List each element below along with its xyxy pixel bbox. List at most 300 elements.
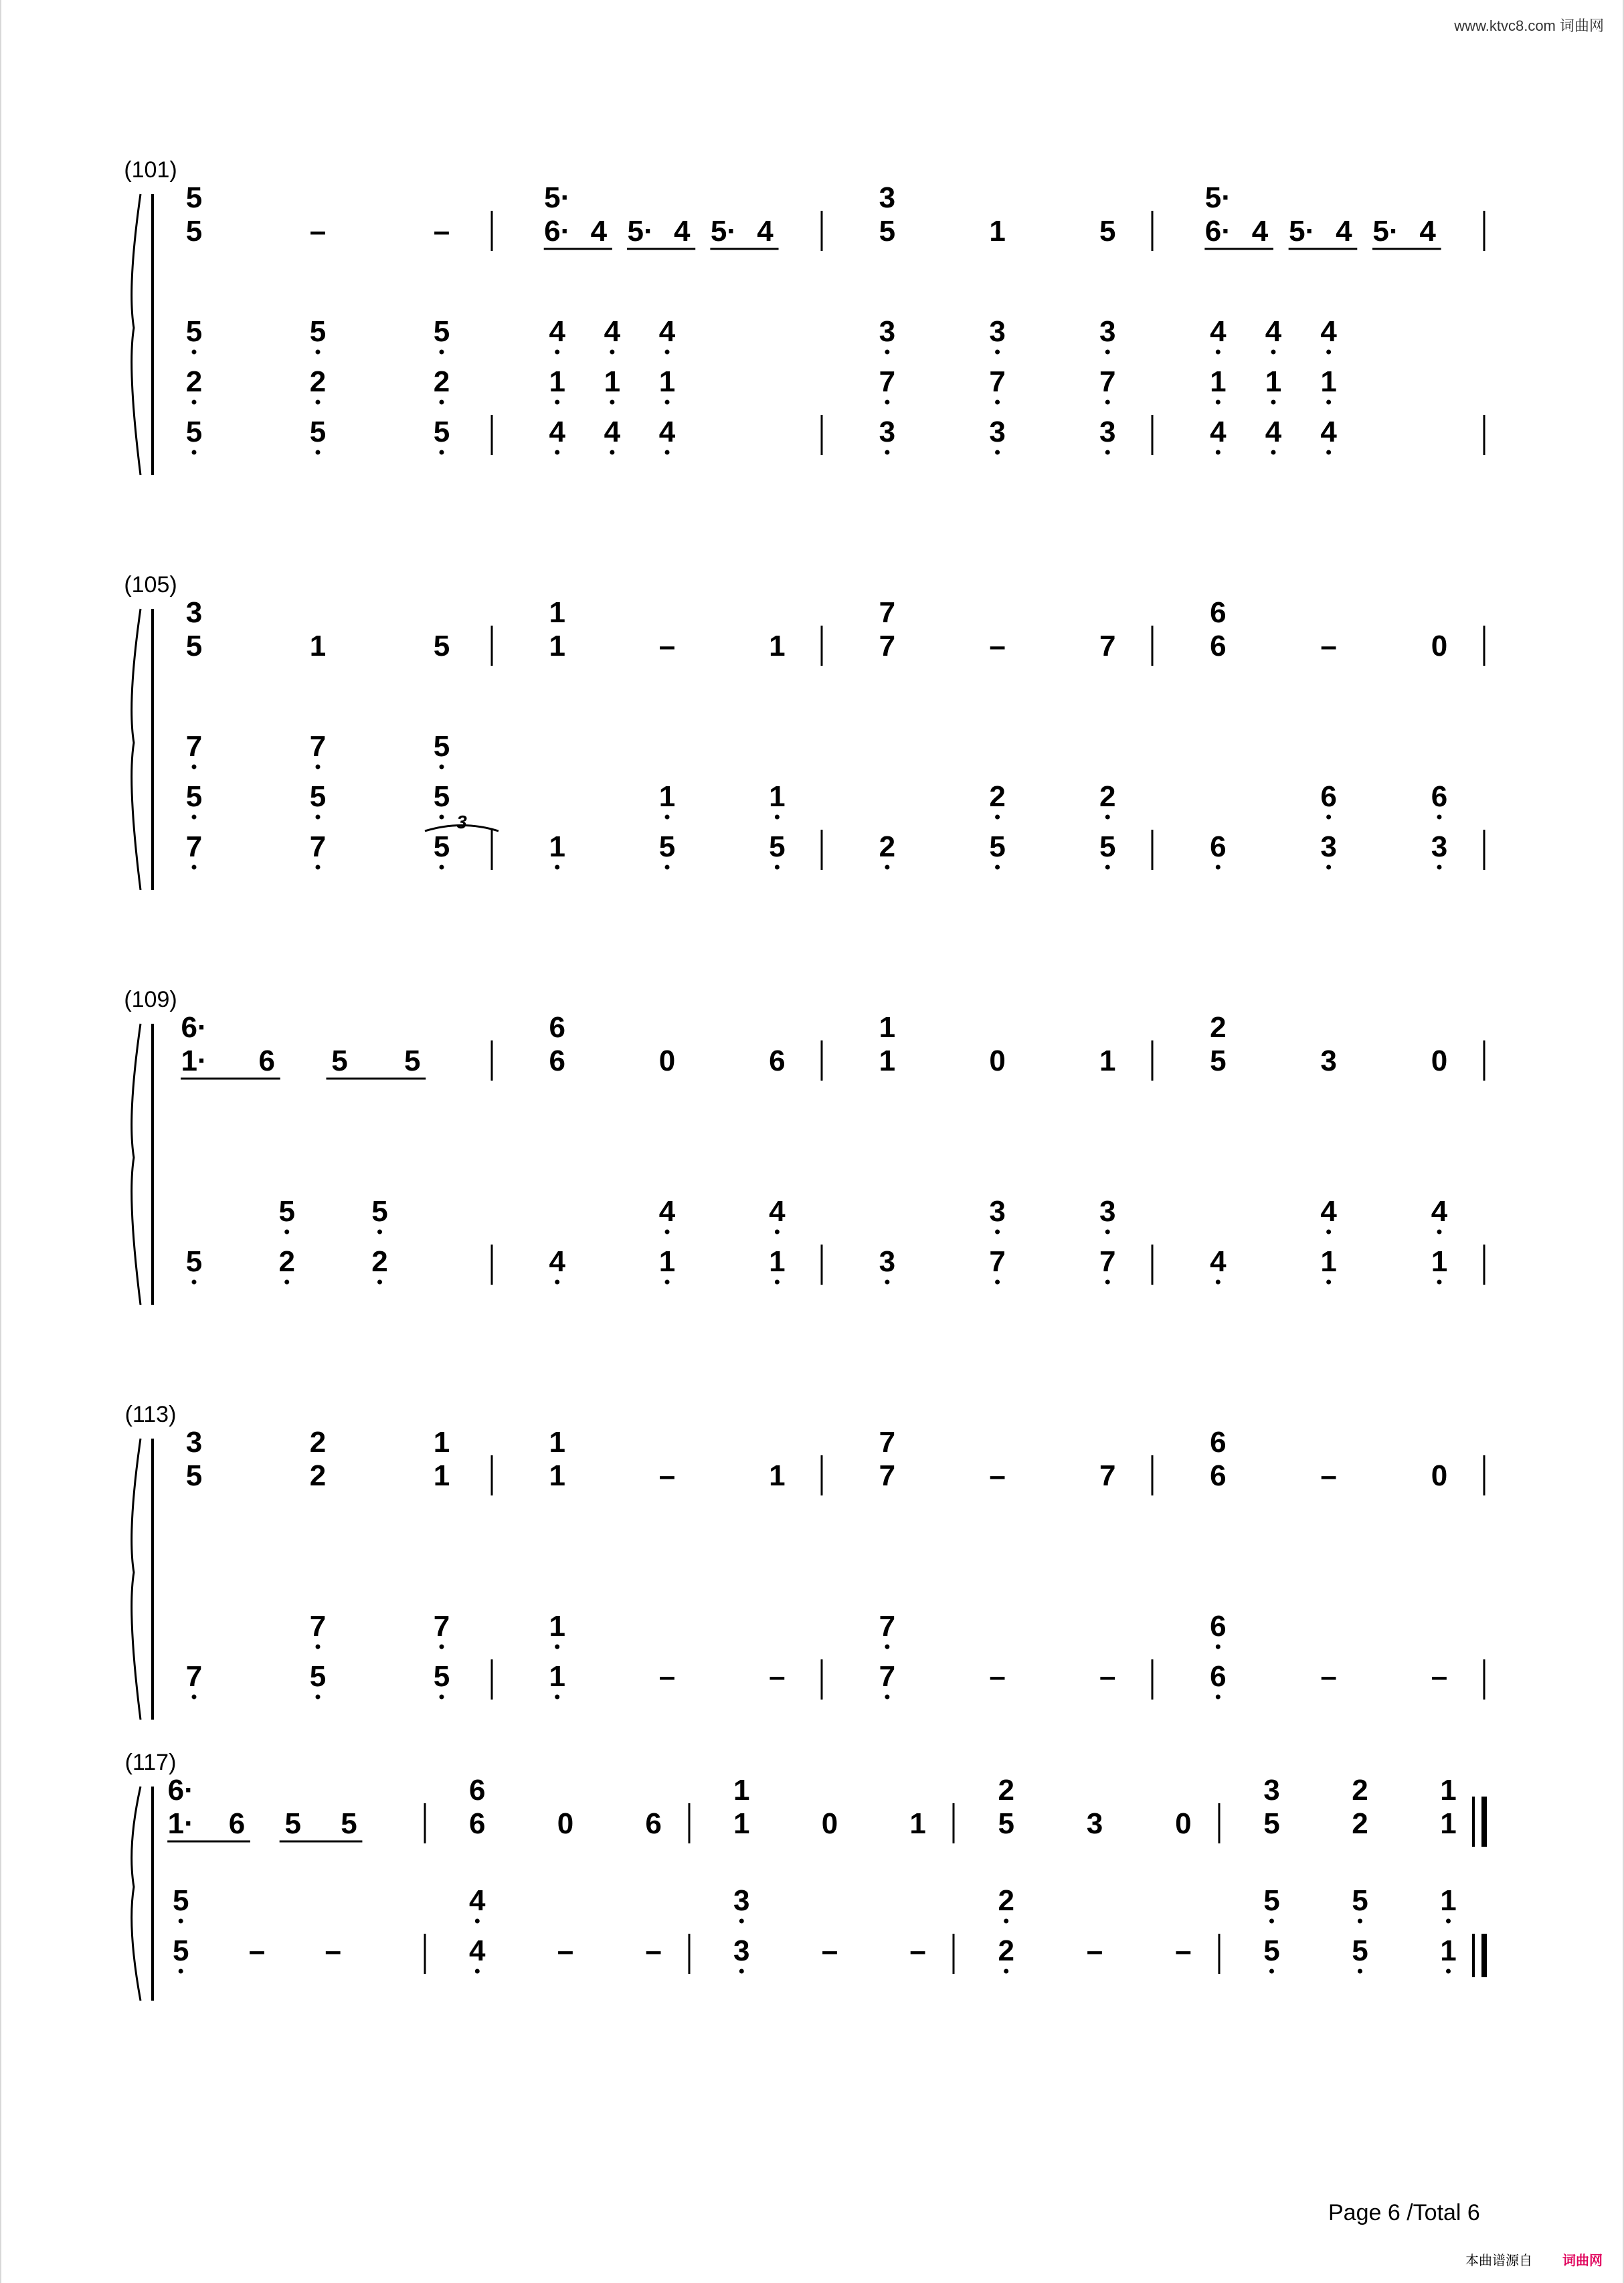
bass-note: 5 [185, 416, 203, 448]
bass-note: 1 [549, 365, 565, 398]
system-brace [132, 194, 141, 475]
octave-dot [1326, 815, 1331, 820]
octave-dot [1271, 350, 1275, 355]
bass-note: 4 [604, 315, 621, 348]
melody-note: 1· [181, 1044, 207, 1077]
melody-note: 5 [284, 1807, 301, 1840]
melody-note: – [433, 215, 450, 248]
bass-note: – [1099, 1660, 1116, 1693]
melody-note: 6 [549, 1044, 565, 1077]
footer-site-link[interactable]: 词曲网 [1562, 2252, 1603, 2268]
octave-dot [316, 1645, 321, 1649]
bass-note: 4 [549, 416, 565, 448]
octave-dot [284, 1230, 289, 1235]
octave-dot [1269, 1969, 1274, 1974]
bass-note: 4 [1265, 315, 1282, 348]
melody-note: 5 [433, 630, 450, 662]
melody-note: 7 [1099, 630, 1116, 662]
melody-note: 1 [1440, 1807, 1457, 1840]
bass-note: 3 [1320, 830, 1337, 863]
octave-dot [440, 765, 444, 769]
octave-dot [1269, 1919, 1274, 1924]
bass-note: 4 [1320, 416, 1337, 448]
melody-note: – [989, 630, 1006, 662]
bass-note: 4 [1265, 416, 1282, 448]
octave-dot [885, 1645, 889, 1649]
bass-note: 5 [433, 780, 450, 813]
bass-note: 5 [371, 1195, 388, 1228]
melody-note: 5 [879, 215, 896, 248]
octave-dot [555, 1645, 559, 1649]
melody-note: 7 [879, 1459, 896, 1492]
bass-note: 1 [769, 780, 786, 813]
bass-note: 6 [1320, 780, 1337, 813]
harmony-note: 1 [733, 1774, 750, 1807]
octave-dot [1105, 450, 1110, 455]
header-url[interactable]: www.ktvc8.com 词曲网 [1454, 17, 1604, 34]
bass-note: 4 [1320, 315, 1337, 348]
bass-note: 1 [1320, 1245, 1337, 1278]
bass-note: 5 [658, 830, 676, 863]
bass-note: 4 [604, 416, 621, 448]
bass-note: – [325, 1934, 341, 1967]
bass-note: 5 [1352, 1934, 1368, 1967]
bass-note: 5 [1263, 1934, 1280, 1967]
bass-note: 1 [549, 830, 565, 863]
melody-note: 5 [998, 1807, 1014, 1840]
harmony-note: 3 [185, 1426, 203, 1459]
melody-note: 1 [879, 1044, 896, 1077]
melody-note: 5· [1372, 215, 1399, 248]
bass-note: 4 [658, 1195, 676, 1228]
harmony-note: 7 [879, 1426, 896, 1459]
harmony-note: 5· [1204, 181, 1231, 214]
bass-note: 1 [658, 1245, 676, 1278]
harmony-note: 3 [185, 596, 203, 629]
harmony-note: 6 [549, 1011, 565, 1044]
octave-dot [995, 400, 1000, 405]
octave-dot [665, 865, 670, 870]
bass-note: 7 [309, 830, 327, 863]
octave-dot [1216, 1645, 1221, 1649]
melody-note: 1· [167, 1807, 194, 1840]
octave-dot [377, 1230, 382, 1235]
bass-note: 1 [549, 1610, 565, 1643]
octave-dot [1437, 1230, 1441, 1235]
octave-dot [1105, 815, 1110, 820]
bass-note: 7 [879, 1660, 896, 1693]
octave-dot [179, 1969, 183, 1974]
octave-dot [1216, 1695, 1221, 1700]
melody-note: 0 [1431, 630, 1448, 662]
octave-dot [665, 1280, 670, 1285]
harmony-note: 6 [1210, 1426, 1227, 1459]
bass-note: 2 [998, 1934, 1014, 1967]
bass-note: 3 [989, 1195, 1006, 1228]
bass-note: 1 [1320, 365, 1337, 398]
bass-note: 7 [185, 730, 203, 763]
melody-note: 6 [258, 1044, 275, 1077]
octave-dot [284, 1280, 289, 1285]
bass-note: 2 [309, 365, 327, 398]
melody-note: 3 [1086, 1807, 1103, 1840]
melody-note: 6 [645, 1807, 662, 1840]
bass-note: 7 [989, 365, 1006, 398]
bass-note: 5 [309, 416, 327, 448]
octave-dot [1326, 450, 1331, 455]
octave-dot [885, 1695, 889, 1700]
octave-dot [610, 400, 614, 405]
bass-note: 5 [433, 416, 450, 448]
octave-dot [665, 400, 670, 405]
bass-note: 4 [469, 1934, 486, 1967]
bass-note: 1 [1210, 365, 1227, 398]
octave-dot [192, 400, 197, 405]
octave-dot [316, 765, 321, 769]
octave-dot [440, 400, 444, 405]
octave-dot [316, 815, 321, 820]
bass-note: – [248, 1934, 266, 1967]
melody-note: – [1320, 1459, 1337, 1492]
melody-note: 1 [549, 1459, 565, 1492]
system-number: (105) [124, 572, 177, 598]
bass-note: 5 [309, 780, 327, 813]
harmony-note: 6 [1210, 596, 1227, 629]
harmony-note: 2 [1210, 1011, 1227, 1044]
bass-note: 5 [185, 780, 203, 813]
octave-dot [1105, 865, 1110, 870]
melody-note: – [658, 1459, 676, 1492]
bass-note: 7 [433, 1610, 450, 1643]
octave-dot [1446, 1919, 1451, 1924]
bass-note: – [658, 1660, 676, 1693]
bass-note: 3 [879, 416, 896, 448]
octave-dot [739, 1969, 744, 1974]
bass-note: 3 [1099, 416, 1116, 448]
octave-dot [192, 1695, 197, 1700]
octave-dot [192, 450, 197, 455]
system-brace [132, 1024, 141, 1305]
harmony-note: 1 [1440, 1774, 1457, 1807]
melody-note: 2 [309, 1459, 327, 1492]
melody-note: 0 [989, 1044, 1006, 1077]
octave-dot [1216, 400, 1221, 405]
octave-dot [1358, 1919, 1362, 1924]
bass-note: 3 [733, 1934, 750, 1967]
bass-note: – [821, 1934, 838, 1967]
harmony-note: 6 [469, 1774, 486, 1807]
melody-note: 1 [989, 215, 1006, 248]
bass-note: 2 [278, 1245, 295, 1278]
octave-dot [1271, 450, 1275, 455]
melody-note: 7 [1099, 1459, 1116, 1492]
system-number: (117) [124, 1750, 177, 1775]
melody-note: 7 [879, 630, 896, 662]
harmony-note: 3 [879, 181, 896, 214]
octave-dot [1105, 350, 1110, 355]
system-brace [132, 1787, 141, 2001]
melody-note: 4 [1419, 215, 1436, 248]
melody-note: 0 [1431, 1044, 1448, 1077]
octave-dot [995, 1280, 1000, 1285]
octave-dot [1437, 815, 1441, 820]
bass-note: 2 [185, 365, 203, 398]
octave-dot [1326, 1230, 1331, 1235]
bass-note: – [1175, 1934, 1192, 1967]
bass-note: 7 [185, 1660, 203, 1693]
harmony-note: 1 [879, 1011, 896, 1044]
octave-dot [440, 815, 444, 820]
bass-note: 1 [604, 365, 621, 398]
system-number: (101) [124, 157, 177, 183]
melody-note: 6· [544, 215, 571, 248]
bass-note: 1 [658, 780, 676, 813]
octave-dot [1105, 1230, 1110, 1235]
octave-dot [739, 1919, 744, 1924]
octave-dot [192, 350, 197, 355]
melody-note: 1 [309, 630, 327, 662]
octave-dot [775, 815, 780, 820]
octave-dot [555, 1280, 559, 1285]
octave-dot [1004, 1919, 1008, 1924]
bass-note: 7 [879, 365, 896, 398]
bass-note: 5 [989, 830, 1006, 863]
octave-dot [775, 865, 780, 870]
bass-note: 3 [879, 315, 896, 348]
bass-note: 5 [433, 315, 450, 348]
bass-note: 5 [309, 315, 327, 348]
octave-dot [377, 1280, 382, 1285]
bass-note: 3 [989, 416, 1006, 448]
melody-note: 4 [1336, 215, 1352, 248]
octave-dot [885, 450, 889, 455]
harmony-note: 2 [1352, 1774, 1368, 1807]
melody-note: 1 [1099, 1044, 1116, 1077]
bass-note: 5 [433, 830, 450, 863]
bass-note: – [1431, 1660, 1448, 1693]
bass-note: 7 [879, 1610, 896, 1643]
melody-note: 6 [469, 1807, 486, 1840]
melody-note: 0 [1431, 1459, 1448, 1492]
bass-note: – [909, 1934, 926, 1967]
octave-dot [1446, 1969, 1451, 1974]
octave-dot [1216, 865, 1221, 870]
octave-dot [775, 1280, 780, 1285]
bass-note: 4 [658, 315, 676, 348]
harmony-note: 7 [879, 596, 896, 629]
octave-dot [665, 350, 670, 355]
bass-note: 3 [1431, 830, 1448, 863]
harmony-note: 1 [433, 1426, 450, 1459]
bass-note: 5 [1099, 830, 1116, 863]
octave-dot [1004, 1969, 1008, 1974]
melody-note: – [989, 1459, 1006, 1492]
page-number: Page 6 /Total 6 [1328, 2200, 1480, 2225]
bass-note: 2 [879, 830, 896, 863]
octave-dot [440, 1645, 444, 1649]
melody-note: 1 [433, 1459, 450, 1492]
bass-note: – [1086, 1934, 1103, 1967]
octave-dot [610, 450, 614, 455]
harmony-note: 1 [549, 596, 565, 629]
bass-note: 5 [172, 1884, 189, 1917]
octave-dot [555, 1695, 559, 1700]
melody-note: 6 [769, 1044, 786, 1077]
octave-dot [885, 350, 889, 355]
octave-dot [1437, 865, 1441, 870]
melody-note: – [658, 630, 676, 662]
octave-dot [316, 350, 321, 355]
bass-note: 6 [1210, 1660, 1227, 1693]
octave-dot [1105, 400, 1110, 405]
bass-note: 4 [769, 1195, 786, 1228]
melody-note: – [1320, 630, 1337, 662]
melody-note: 4 [590, 215, 608, 248]
octave-dot [1437, 1280, 1441, 1285]
octave-dot [1216, 350, 1221, 355]
octave-dot [665, 815, 670, 820]
bass-note: 4 [1210, 315, 1227, 348]
bass-note: 4 [1320, 1195, 1337, 1228]
octave-dot [1271, 400, 1275, 405]
melody-note: 5 [404, 1044, 421, 1077]
octave-dot [1326, 1280, 1331, 1285]
bass-note: 5 [172, 1934, 189, 1967]
melody-note: 4 [1251, 215, 1269, 248]
octave-dot [192, 1280, 197, 1285]
harmony-note: 2 [998, 1774, 1014, 1807]
octave-dot [1216, 450, 1221, 455]
octave-dot [1326, 400, 1331, 405]
octave-dot [316, 400, 321, 405]
bass-note: 7 [309, 1610, 327, 1643]
bass-note: 1 [1265, 365, 1282, 398]
bass-note: 1 [1431, 1245, 1448, 1278]
bass-note: 5 [1352, 1884, 1368, 1917]
octave-dot [775, 1230, 780, 1235]
octave-dot [475, 1919, 480, 1924]
octave-dot [995, 865, 1000, 870]
octave-dot [1326, 350, 1331, 355]
bass-note: 2 [998, 1884, 1014, 1917]
melody-note: 0 [1175, 1807, 1192, 1840]
octave-dot [555, 450, 559, 455]
harmony-note: 3 [1263, 1774, 1280, 1807]
melody-note: 1 [769, 1459, 786, 1492]
harmony-note: 5 [185, 181, 203, 214]
melody-note: 1 [769, 630, 786, 662]
melody-note: 5 [185, 630, 203, 662]
bass-note: 3 [1099, 315, 1116, 348]
bass-note: 4 [1210, 416, 1227, 448]
octave-dot [440, 350, 444, 355]
bass-note: 1 [1440, 1934, 1457, 1967]
bass-note: 5 [309, 1660, 327, 1693]
melody-note: 0 [557, 1807, 574, 1840]
melody-note: 0 [821, 1807, 838, 1840]
melody-note: 5· [627, 215, 654, 248]
melody-note: 5 [341, 1807, 357, 1840]
bass-note: 5 [185, 1245, 203, 1278]
melody-note: 3 [1320, 1044, 1337, 1077]
bass-note: 4 [658, 416, 676, 448]
bass-note: 7 [309, 730, 327, 763]
bass-note: 7 [989, 1245, 1006, 1278]
bass-note: 5 [278, 1195, 295, 1228]
octave-dot [885, 1280, 889, 1285]
bass-note: 5 [185, 315, 203, 348]
bass-note: 6 [1431, 780, 1448, 813]
bass-note: 4 [1210, 1245, 1227, 1278]
bass-note: 6 [1210, 1610, 1227, 1643]
bass-note: 4 [1431, 1195, 1448, 1228]
octave-dot [665, 450, 670, 455]
octave-dot [179, 1919, 183, 1924]
bass-note: – [557, 1934, 574, 1967]
melody-note: 0 [658, 1044, 676, 1077]
bass-note: 7 [1099, 1245, 1116, 1278]
bass-note: 4 [469, 1884, 486, 1917]
octave-dot [192, 765, 197, 769]
melody-note: – [309, 215, 327, 248]
harmony-note: 2 [309, 1426, 327, 1459]
octave-dot [555, 400, 559, 405]
melody-note: 2 [1352, 1807, 1368, 1840]
melody-note: 5 [185, 1459, 203, 1492]
harmony-note: 6· [181, 1011, 207, 1044]
octave-dot [475, 1969, 480, 1974]
bass-note: 1 [658, 365, 676, 398]
octave-dot [1216, 1280, 1221, 1285]
melody-note: 5· [710, 215, 737, 248]
bass-note: – [769, 1660, 786, 1693]
octave-dot [316, 1695, 321, 1700]
system-brace [132, 1439, 141, 1720]
system-brace [132, 609, 141, 890]
octave-dot [995, 350, 1000, 355]
melody-note: 5 [1099, 215, 1116, 248]
system-number: (109) [124, 987, 177, 1012]
harmony-note: 5· [544, 181, 571, 214]
melody-note: 5 [185, 215, 203, 248]
melody-note: 5 [1210, 1044, 1227, 1077]
melody-note: 4 [673, 215, 691, 248]
bass-note: 7 [185, 830, 203, 863]
octave-dot [1326, 865, 1331, 870]
octave-dot [555, 350, 559, 355]
octave-dot [440, 1695, 444, 1700]
octave-dot [995, 815, 1000, 820]
bass-note: 2 [371, 1245, 388, 1278]
octave-dot [995, 1230, 1000, 1235]
octave-dot [1105, 1280, 1110, 1285]
melody-note: 6 [228, 1807, 246, 1840]
octave-dot [1358, 1969, 1362, 1974]
melody-note: 5 [331, 1044, 348, 1077]
melody-note: 6 [1210, 630, 1227, 662]
octave-dot [316, 450, 321, 455]
melody-note: 1 [549, 630, 565, 662]
footer-source: 本曲谱源自 [1465, 2252, 1532, 2268]
harmony-note: 6· [167, 1774, 194, 1807]
octave-dot [885, 865, 889, 870]
octave-dot [440, 865, 444, 870]
bass-note: 5 [433, 730, 450, 763]
bass-note: 3 [1099, 1195, 1116, 1228]
system-number: (113) [124, 1402, 177, 1427]
bass-note: 2 [433, 365, 450, 398]
bass-note: – [645, 1934, 662, 1967]
